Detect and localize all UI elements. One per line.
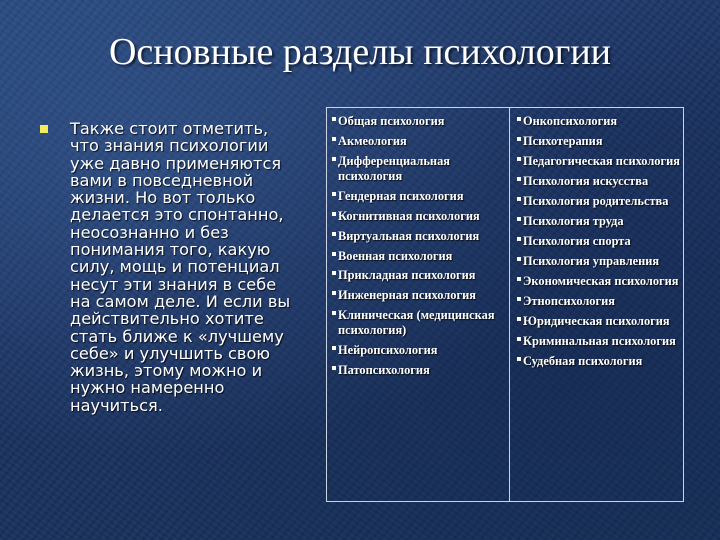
square-bullet-icon — [517, 317, 521, 321]
list-item-label: Нейропсихология — [338, 343, 438, 358]
list-item — [332, 249, 506, 264]
list-item — [332, 114, 506, 129]
square-bullet-icon — [332, 212, 336, 216]
list-item — [332, 288, 506, 303]
list-item-label: Психология родительства — [523, 193, 669, 208]
list-item — [332, 189, 506, 204]
list-item — [517, 154, 681, 169]
list-item-label: Психология управления — [523, 253, 660, 268]
list-item-label: Психология труда — [523, 213, 624, 228]
square-bullet-icon — [332, 192, 336, 196]
list-item — [517, 294, 681, 309]
list-item — [517, 354, 681, 369]
list-item — [332, 134, 506, 149]
square-bullet-icon — [517, 237, 521, 241]
list-item — [332, 308, 506, 337]
square-bullet-icon — [332, 252, 336, 256]
list-item — [332, 363, 506, 378]
square-bullet-icon — [517, 277, 521, 281]
list-item-label: Виртуальная психология — [338, 228, 480, 243]
square-bullet-icon — [332, 137, 336, 141]
list-item — [332, 268, 506, 283]
square-bullet-icon — [332, 271, 336, 275]
square-bullet-icon — [517, 177, 521, 181]
list-item — [517, 334, 681, 349]
list-item-label: Педагогическая психология — [523, 153, 680, 168]
list-item — [517, 174, 681, 189]
square-bullet-icon — [332, 311, 336, 315]
square-bullet-icon — [517, 217, 521, 221]
list-item-label: Акмеология — [338, 133, 407, 148]
list-item-label: Патопсихология — [338, 363, 430, 378]
body-paragraph-text: Также стоит отметить, что знания психологии уже давно применяются вами в повседневной жизни. Но вот только делается это спонтанно, неосознанно и без понимания того, какую силу, мощь и потенциал несут эти знания в себе на самом деле. И если вы действительно хотите стать ближе к «лучшему себе» и улучшить свою жизнь, этому можно и нужно намеренно научиться. — [70, 119, 291, 415]
square-bullet-icon — [332, 366, 336, 370]
list-item-label: Военная психология — [338, 248, 453, 263]
list-item — [332, 343, 506, 358]
square-bullet-icon — [517, 357, 521, 361]
square-bullet-icon — [332, 157, 336, 161]
square-bullet-icon — [517, 117, 521, 121]
square-bullet-icon — [517, 337, 521, 341]
list-item-label: Общая психология — [338, 114, 445, 128]
square-bullet-icon — [332, 346, 336, 350]
list-item-label: Дифференциальная психология — [338, 153, 450, 183]
list-item — [517, 254, 681, 269]
list-item-label: Экономическая психология — [523, 273, 679, 288]
list-item — [332, 209, 506, 224]
table-column-divider — [509, 108, 510, 501]
square-bullet-icon — [332, 232, 336, 236]
list-item — [517, 214, 681, 229]
list-item-label: Прикладная психология — [338, 268, 476, 283]
square-bullet-icon — [517, 297, 521, 301]
square-bullet-icon — [517, 257, 521, 261]
square-bullet-icon — [332, 291, 336, 295]
square-bullet-icon — [517, 197, 521, 201]
list-item-label: Психология искусства — [523, 173, 649, 188]
list-item — [517, 314, 681, 329]
list-item-label: Этнопсихология — [523, 293, 615, 308]
list-item — [332, 229, 506, 244]
square-bullet-icon — [332, 117, 336, 121]
sections-table — [326, 107, 684, 502]
list-item-label: Психология спорта — [523, 233, 631, 248]
list-item — [517, 114, 681, 129]
list-item-label: Криминальная психология — [523, 333, 676, 348]
square-bullet-icon — [40, 125, 48, 133]
body-paragraph — [40, 120, 298, 414]
list-item-label: Инженерная психология — [338, 288, 476, 303]
list-item — [332, 154, 506, 183]
list-item — [517, 194, 681, 209]
square-bullet-icon — [517, 157, 521, 161]
list-item-label: Психотерапия — [523, 133, 603, 148]
square-bullet-icon — [517, 137, 521, 141]
list-item-label: Когнитивная психология — [338, 208, 480, 223]
list-item-label: Онкопсихология — [523, 114, 618, 128]
list-item — [517, 274, 681, 289]
list-item-label: Клиническая (медицинская психология) — [338, 308, 495, 338]
table-column-right — [517, 114, 681, 374]
list-item-label: Судебная психология — [523, 353, 643, 368]
list-item — [517, 234, 681, 249]
list-item-label: Гендерная психология — [338, 188, 464, 203]
slide-title: Основные разделы психологии — [108, 31, 611, 73]
list-item-label: Юридическая психология — [523, 313, 670, 328]
table-column-left — [332, 114, 506, 383]
list-item — [517, 134, 681, 149]
